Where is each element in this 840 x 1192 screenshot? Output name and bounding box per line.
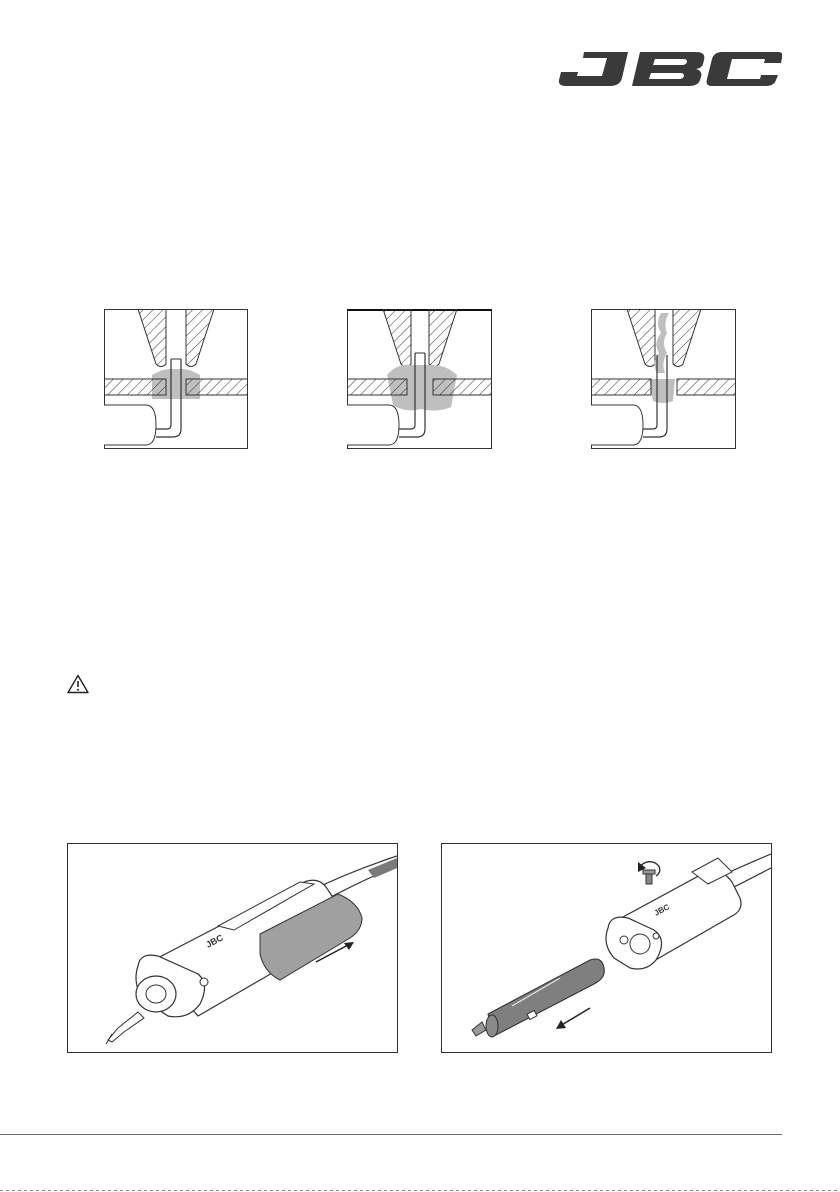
warning-triangle-icon <box>67 674 89 694</box>
direction-arrow-icon <box>560 1008 590 1026</box>
solder-joint-insufficient-diagram <box>591 309 736 449</box>
page-edge-marker <box>0 1190 840 1191</box>
solder-joint-excess-diagram <box>347 309 492 449</box>
jbc-logo <box>556 52 782 86</box>
svg-text:JBC: JBC <box>652 902 672 918</box>
desoldering-tool-drawing <box>68 844 397 1052</box>
heater-removal-drawing <box>442 844 771 1052</box>
solder-joint-good-diagram <box>104 309 248 449</box>
tool-illustration-right <box>441 843 772 1053</box>
svg-text:JBC: JBC <box>204 932 225 950</box>
tool-illustration-left <box>67 843 398 1053</box>
footer-divider <box>0 1134 782 1135</box>
